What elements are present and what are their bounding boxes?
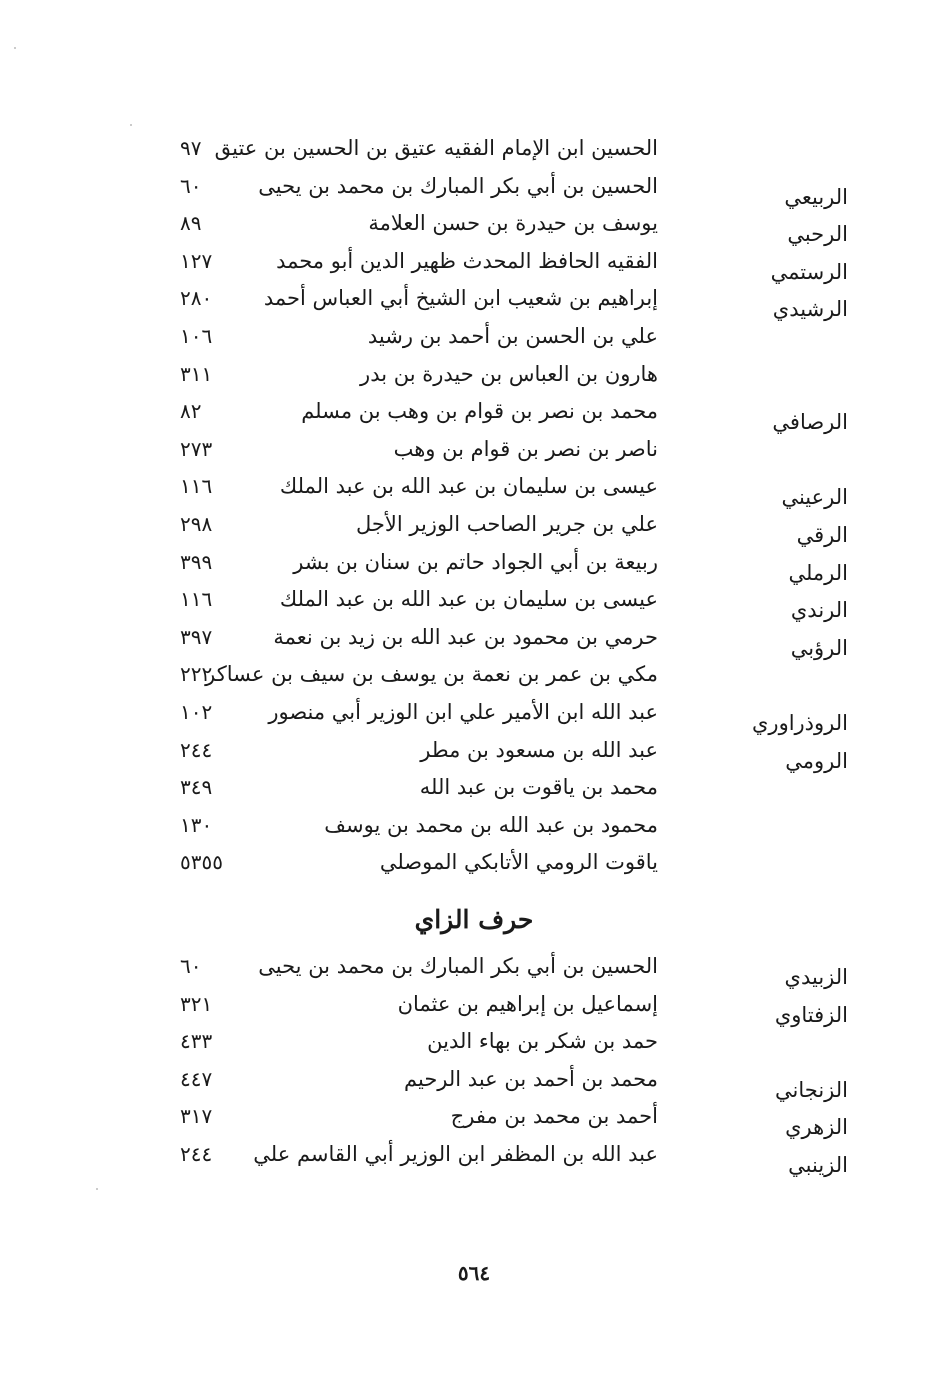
- entry-name: حمد بن شكر بن بهاء الدين: [427, 1029, 658, 1054]
- index-entry: [0, 847, 948, 885]
- entry-nisba: الرندي: [790, 598, 848, 623]
- index-entry: [0, 989, 948, 1027]
- entry-page-ref: ٢٤٤: [180, 737, 213, 762]
- index-entry: [0, 434, 948, 472]
- page-speck: [14, 47, 16, 49]
- index-entry: [0, 283, 948, 321]
- entry-page-ref: ٣٩٩: [180, 549, 213, 574]
- section-heading: حرف الزاي: [414, 905, 534, 934]
- index-entry: [0, 1026, 948, 1064]
- entry-page-ref: ١١٦: [180, 474, 213, 499]
- index-entry: [0, 171, 948, 209]
- entry-page-ref: ٨٩: [180, 211, 202, 236]
- entry-nisba: الزهري: [785, 1115, 848, 1140]
- entry-page-ref: ١١٦: [180, 587, 213, 612]
- entry-name: الفقيه الحافظ المحدث ظهير الدين أبو محمد: [276, 248, 658, 273]
- entry-name: محمد بن ياقوت بن عبد الله: [419, 775, 658, 800]
- index-list-ra: [0, 133, 948, 885]
- entry-nisba: الزينبي: [788, 1152, 848, 1177]
- entry-page-ref: ١٢٧: [180, 248, 213, 273]
- entry-name: علي بن الحسن بن أحمد بن رشيد: [367, 323, 658, 348]
- index-entry: [0, 396, 948, 434]
- entry-nisba: الزبيدي: [784, 965, 848, 989]
- index-entry: [0, 509, 948, 547]
- index-entry: [0, 772, 948, 810]
- entry-page-ref: ٥٣٥٥: [180, 850, 223, 875]
- entry-page-ref: ٤٤٧: [180, 1066, 213, 1091]
- entry-nisba: الزفتاوي: [774, 1002, 848, 1027]
- entry-nisba: الرشيدي: [772, 297, 848, 322]
- page-speck: [130, 124, 132, 126]
- entry-name: ياقوت الرومي الأتابكي الموصلي: [379, 850, 658, 875]
- entry-nisba: الرحبي: [787, 222, 848, 247]
- entry-page-ref: ٦٠: [180, 954, 202, 978]
- entry-nisba: الرؤبي: [790, 635, 848, 660]
- entry-page-ref: ٣١٧: [180, 1104, 213, 1129]
- entry-name: الحسين بن أبي بكر المبارك بن محمد بن يحيى: [258, 954, 658, 978]
- entry-page-ref: ٢٩٨: [180, 511, 213, 536]
- entry-page-ref: ٤٣٣: [180, 1029, 213, 1054]
- entry-nisba: الزنجاني: [775, 1077, 848, 1102]
- entry-page-ref: ٣٢١: [180, 991, 213, 1016]
- entry-page-ref: ١٠٦: [180, 323, 213, 348]
- page-number: ٥٦٤: [457, 1261, 491, 1285]
- entry-nisba: الرستمي: [770, 259, 848, 284]
- index-entry: [0, 1139, 948, 1177]
- entry-page-ref: ٣٤٩: [180, 775, 213, 800]
- index-entry: [0, 1064, 948, 1102]
- index-entry: [0, 622, 948, 660]
- entry-nisba: الرصافي: [772, 410, 848, 435]
- entry-name: هارون بن العباس بن حيدرة بن بدر: [360, 361, 658, 386]
- index-entry: [0, 810, 948, 848]
- index-entry: [0, 321, 948, 359]
- entry-name: أحمد بن محمد بن مفرج: [450, 1104, 658, 1129]
- entry-page-ref: ٢٤٤: [180, 1141, 213, 1166]
- entry-nisba: الرومي: [785, 748, 848, 773]
- index-entry: [0, 471, 948, 509]
- entry-nisba: الرملي: [788, 560, 848, 585]
- index-entry: [0, 1101, 948, 1139]
- entry-name: حرمي بن محمود بن عبد الله بن زيد بن نعمة: [273, 624, 658, 649]
- entry-page-ref: ٨٢: [180, 399, 202, 424]
- entry-nisba: الرقي: [796, 522, 848, 547]
- entry-page-ref: ٦٠: [180, 173, 202, 198]
- index-entry: [0, 584, 948, 622]
- entry-name: محمد بن نصر بن قوام بن وهب بن مسلم: [301, 399, 658, 424]
- index-entry: [0, 659, 948, 697]
- entry-page-ref: ٣١١: [180, 361, 213, 386]
- entry-name: محمد بن أحمد بن عبد الرحيم: [404, 1066, 658, 1091]
- index-entry: [0, 246, 948, 284]
- entry-name: الحسين بن أبي بكر المبارك بن محمد بن يحيى: [258, 173, 658, 198]
- page-speck: [96, 1188, 98, 1190]
- entry-page-ref: ٩٧: [180, 136, 202, 160]
- entry-name: علي بن جرير الصاحب الوزير الأجل: [356, 511, 658, 536]
- index-entry: [0, 735, 948, 773]
- entry-name: عبد الله ابن الأمير علي ابن الوزير أبي منصور: [268, 699, 658, 724]
- entry-name: عبد الله بن مسعود بن مطر: [420, 737, 658, 762]
- entry-name: محمود بن عبد الله بن محمد بن يوسف: [324, 812, 658, 837]
- entry-name: عبد الله بن المظفر ابن الوزير أبي القاسم علي: [253, 1141, 658, 1166]
- entry-nisba: الربيعي: [784, 184, 848, 209]
- entry-name: يوسف بن حيدرة بن حسن العلامة: [368, 211, 658, 236]
- entry-page-ref: ٢٢٢: [180, 662, 213, 687]
- entry-name: الحسين ابن الإمام الفقيه عتيق بن الحسين بن عتيق: [214, 136, 658, 160]
- entry-page-ref: ١٠٢: [180, 699, 213, 724]
- entry-name: مكي بن عمر بن نعمة بن يوسف بن سيف بن عساكر: [205, 662, 658, 687]
- index-entry: [0, 697, 948, 735]
- entry-page-ref: ٣٩٧: [180, 624, 213, 649]
- index-entry: [0, 359, 948, 397]
- entry-name: ربيعة بن أبي الجواد حاتم بن سنان بن بشر: [293, 549, 658, 574]
- entry-page-ref: ٢٨٠: [180, 286, 213, 311]
- index-entry: [0, 547, 948, 585]
- entry-name: ناصر بن نصر بن قوام بن وهب: [393, 436, 658, 461]
- index-list-zay: [0, 951, 948, 1177]
- index-entry: [0, 208, 948, 246]
- entry-name: إبراهيم بن شعيب ابن الشيخ أبي العباس أحمد: [263, 286, 658, 311]
- index-entry: [0, 133, 948, 171]
- entry-name: عيسى بن سليمان بن عبد الله بن عبد الملك: [279, 587, 658, 612]
- entry-nisba: الرعيني: [781, 485, 848, 510]
- entry-name: عيسى بن سليمان بن عبد الله بن عبد الملك: [279, 474, 658, 499]
- entry-name: إسماعيل بن إبراهيم بن عثمان: [397, 991, 658, 1016]
- entry-page-ref: ٢٧٣: [180, 436, 213, 461]
- index-entry: [0, 951, 948, 989]
- entry-page-ref: ١٣٠: [180, 812, 213, 837]
- entry-nisba: الروذراوري: [751, 710, 848, 735]
